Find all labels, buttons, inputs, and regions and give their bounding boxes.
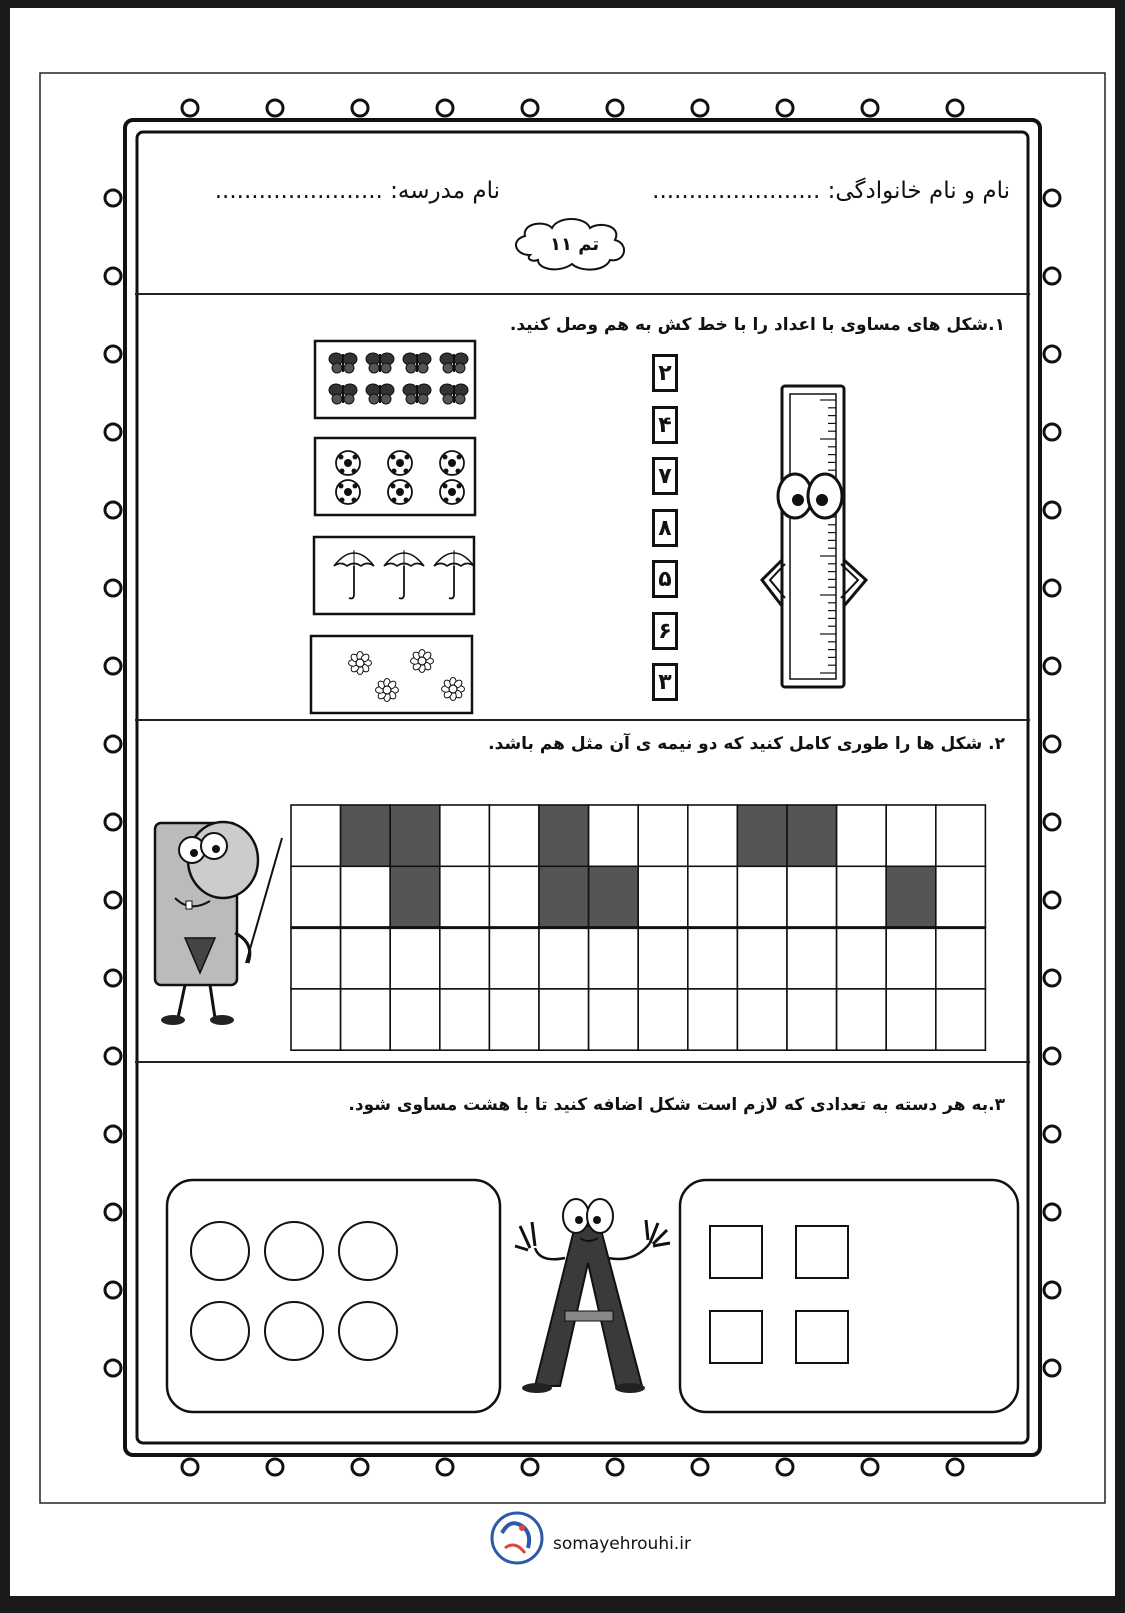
number-box[interactable]: ۴ [652,406,678,444]
number-box[interactable]: ۶ [652,612,678,650]
grid-cell[interactable] [390,805,440,866]
grid-cell[interactable] [886,805,936,866]
grid-cell[interactable] [638,928,688,989]
grid-cell[interactable] [787,866,837,927]
butterfly-icon [329,384,357,404]
grid-cell[interactable] [341,866,391,927]
butterfly-icon [366,384,394,404]
soccer-ball-icon [440,480,464,504]
grid-cell[interactable] [291,989,341,1050]
grid-cell[interactable] [539,805,589,866]
group-circle [191,1222,249,1280]
grid-cell[interactable] [886,866,936,927]
grid-cell[interactable] [489,989,539,1050]
flower-icon [376,679,399,702]
grid-cell[interactable] [737,928,787,989]
grid-cell[interactable] [291,928,341,989]
butterfly-icon [329,353,357,373]
group-circle [339,1302,397,1360]
grid-cell[interactable] [737,866,787,927]
number-box[interactable]: ۷ [652,457,678,495]
grid-cell[interactable] [341,805,391,866]
grid-cell[interactable] [787,805,837,866]
worksheet-page [10,8,1115,1596]
umbrella-group-box [314,537,474,614]
grid-cell[interactable] [489,928,539,989]
grid-cell[interactable] [737,805,787,866]
grid-cell[interactable] [688,866,738,927]
soccer-ball-icon [336,451,360,475]
grid-cell[interactable] [638,989,688,1050]
grid-cell[interactable] [539,928,589,989]
site-logo-icon [492,1513,542,1563]
grid-cell[interactable] [589,928,639,989]
grid-cell[interactable] [440,989,490,1050]
group-square [710,1226,762,1278]
footer-site-link[interactable]: somayehrouhi.ir [553,1534,691,1554]
grid-cell[interactable] [341,928,391,989]
group-circle [265,1222,323,1280]
grid-cell[interactable] [886,989,936,1050]
question-1-text: ۱.شکل های مساوی با اعداد را با خط کش به هم وصل کنید. [509,315,1005,335]
question-2-text: ۲. شکل ها را طوری کامل کنید که دو نیمه ی آن مثل هم باشد. [488,734,1005,754]
grid-cell[interactable] [787,989,837,1050]
grid-cell[interactable] [539,989,589,1050]
soccer-ball-icon [388,480,412,504]
q1-picture-groups [311,341,475,713]
number-box[interactable]: ۳ [652,663,678,701]
grid-cell[interactable] [390,989,440,1050]
theme-label: تم ۱۱ [550,234,600,255]
group-circle [265,1302,323,1360]
grid-cell[interactable] [936,989,986,1050]
flower-group-box [311,636,472,713]
letter-a-character-icon [515,1199,670,1393]
number-box[interactable]: ۸ [652,509,678,547]
number-box[interactable]: ۲ [652,354,678,392]
number-box[interactable]: ۵ [652,560,678,598]
grid-cell[interactable] [837,866,887,927]
grid-cell[interactable] [589,989,639,1050]
circle-group-box [167,1180,500,1412]
grid-cell[interactable] [341,989,391,1050]
grid-cell[interactable] [688,805,738,866]
flower-icon [442,678,465,701]
butterfly-icon [440,384,468,404]
butterfly-icon [403,384,431,404]
soccer-ball-icon [440,451,464,475]
butterfly-icon [366,353,394,373]
grid-cell[interactable] [440,866,490,927]
symmetry-grid[interactable] [291,805,985,1050]
grid-cell[interactable] [936,866,986,927]
square-group-box [680,1180,1018,1412]
grid-cell[interactable] [638,866,688,927]
soccer-ball-icon [336,480,360,504]
grid-cell[interactable] [688,989,738,1050]
group-square [796,1311,848,1363]
grid-cell[interactable] [737,989,787,1050]
grid-cell[interactable] [440,928,490,989]
grid-cell[interactable] [489,866,539,927]
grid-cell[interactable] [489,805,539,866]
grid-cell[interactable] [291,866,341,927]
group-square [710,1311,762,1363]
ruler-character-icon [762,386,866,687]
soccer-ball-icon [388,451,412,475]
grid-cell[interactable] [589,805,639,866]
grid-cell[interactable] [638,805,688,866]
grid-cell[interactable] [837,928,887,989]
grid-cell[interactable] [589,866,639,927]
butterfly-icon [440,353,468,373]
group-square [796,1226,848,1278]
grid-cell[interactable] [837,805,887,866]
butterfly-icon [403,353,431,373]
student-name-field[interactable]: نام و نام خانوادگی: ....................... [652,178,1010,204]
grid-cell[interactable] [837,989,887,1050]
school-name-field[interactable]: نام مدرسه: ....................... [214,178,500,204]
grid-cell[interactable] [886,928,936,989]
grid-cell[interactable] [539,866,589,927]
flower-icon [349,652,372,675]
question-3-text: ۳.به هر دسته به تعدادی که لازم است شکل اضافه کنید تا با هشت مساوی شود. [348,1095,1005,1115]
butterfly-group-box [315,341,475,418]
teacher-character-icon [155,822,282,1025]
group-circle [339,1222,397,1280]
grid-cell[interactable] [787,928,837,989]
flower-icon [411,650,434,673]
grid-cell[interactable] [390,928,440,989]
grid-cell[interactable] [440,805,490,866]
grid-cell[interactable] [390,866,440,927]
grid-cell[interactable] [936,805,986,866]
group-circle [191,1302,249,1360]
grid-cell[interactable] [936,928,986,989]
grid-cell[interactable] [688,928,738,989]
grid-cell[interactable] [291,805,341,866]
